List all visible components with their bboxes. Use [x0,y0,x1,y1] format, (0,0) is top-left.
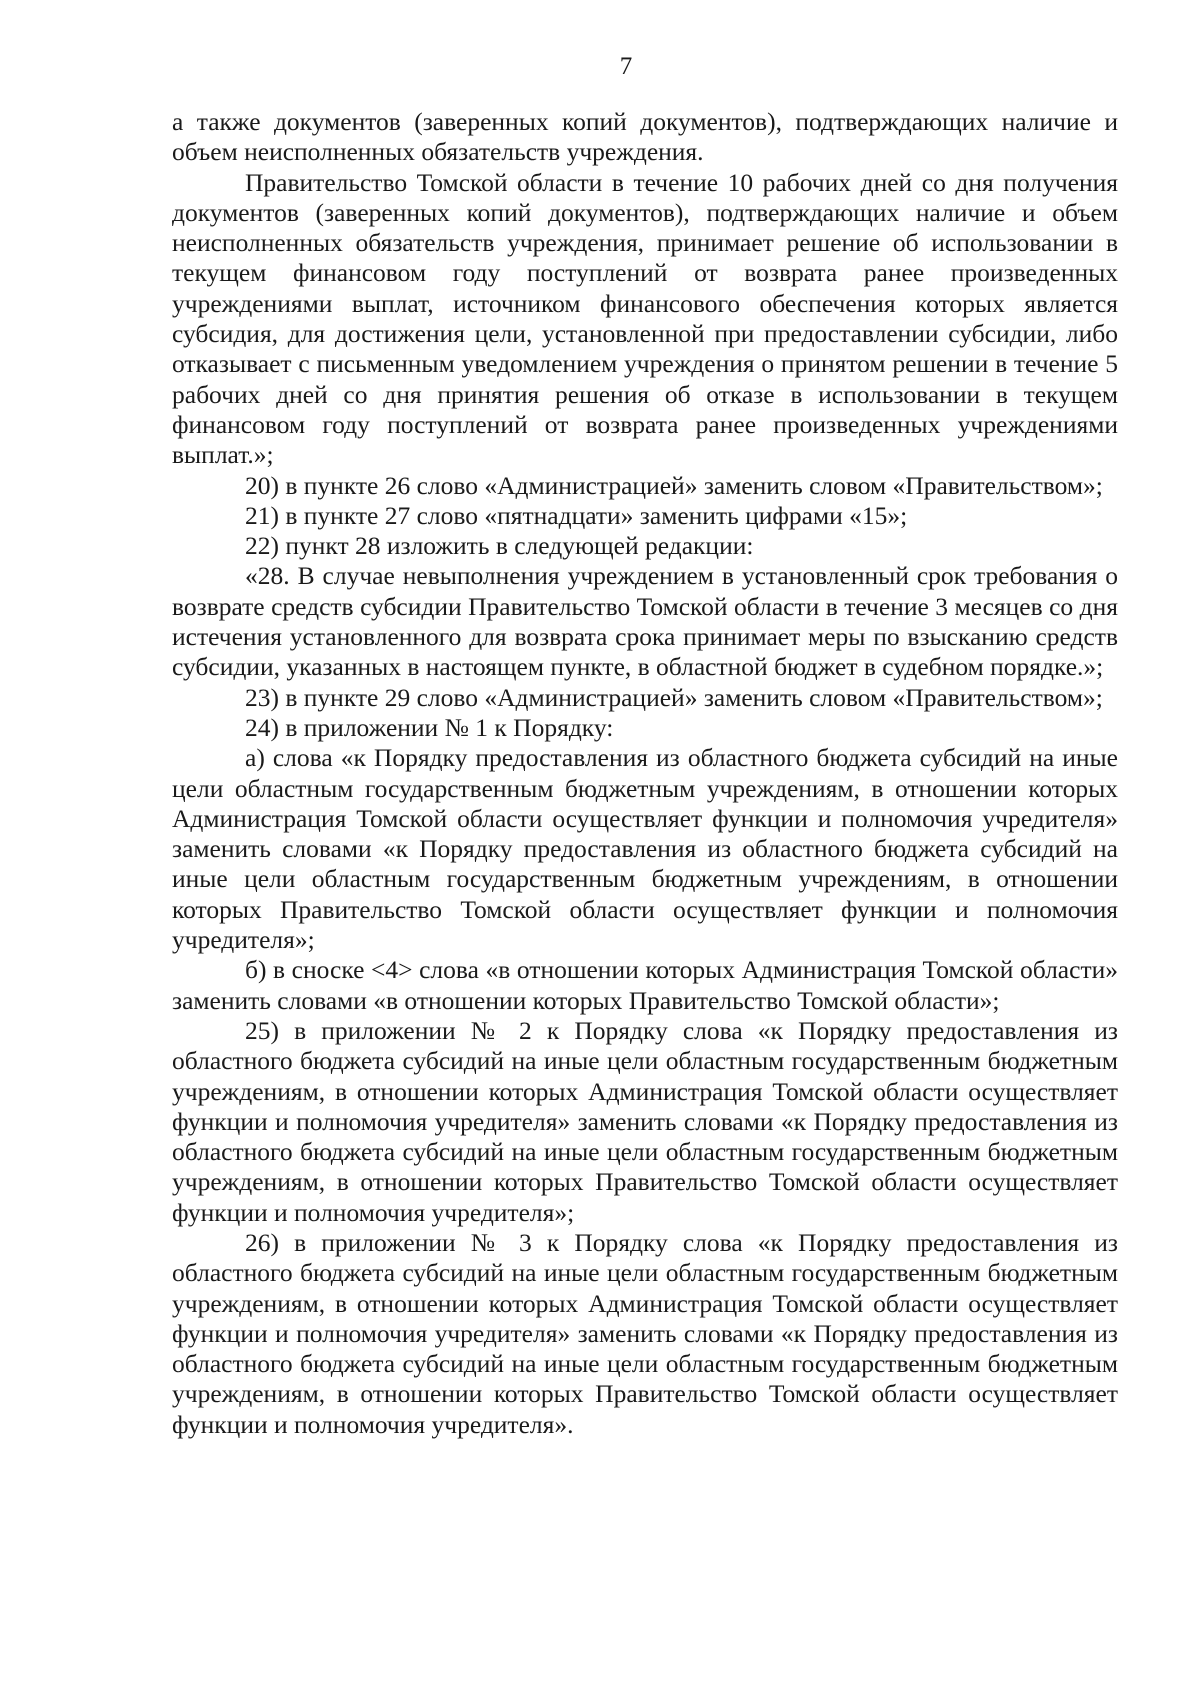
paragraph: 23) в пункте 29 слово «Администрацией» заменить словом «Правительством»; [245,682,1103,712]
paragraph: 26) в приложении № 3 к Порядку слова «к Порядку предоставления из областного бюджета субсидий на иные цели областным государственным бюджетным учреждениям, в отношении которых Администрация Томской области осуществляет функции и полномочия учредителя» заменить словами «к Порядку предоставления из областного бюджета субсидий на иные цели областным государственным бюджетным учреждениям, в отношении которых Правительство Томской области осуществляет функции и полномочия учредителя». [172,1227,1118,1439]
paragraph: 21) в пункте 27 слово «пятнадцати» заменить цифрами «15»; [245,500,908,530]
paragraph: б) в сноске <4> слова «в отношении которых Администрация Томской области» заменить словами «в отношении которых Правительство Томской области»; [172,955,1118,1015]
paragraph: Правительство Томской области в течение 10 рабочих дней со дня получения документов (заверенных копий документов), подтверждающих наличие и объем неисполненных обязательств учреждения, принимает решение об использовании в текущем финансовом году поступлений от возврата ранее произведенных учреждениями выплат, источником финансового обеспечения которых является субсидия, для достижения цели, установленной при предоставлении субсидии, либо отказывает с письменным уведомлением учреждения о принятом решении в течение 5 рабочих дней со дня принятия решения об отказе в использовании в текущем финансовом году поступлений от возврата ранее произведенных учреждениями выплат.»; [172,167,1118,470]
paragraph: 24) в приложении № 1 к Порядку: [245,712,614,742]
paragraph: 22) пункт 28 изложить в следующей редакции: [245,531,754,561]
paragraph: 20) в пункте 26 слово «Администрацией» заменить словом «Правительством»; [245,470,1103,500]
paragraph: а также документов (заверенных копий документов), подтверждающих наличие и объем неисполненных обязательств учреждения. [172,107,1118,167]
page-number: 7 [619,53,633,80]
paragraph: а) слова «к Порядку предоставления из областного бюджета субсидий на иные цели областным государственным бюджетным учреждениям, в отношении которых Администрация Томской области осуществляет функции и полномочия учредителя» заменить словами «к Порядку предоставления из областного бюджета субсидий на иные цели областным государственным бюджетным учреждениям, в отношении которых Правительство Томской области осуществляет функции и полномочия учредителя»; [172,743,1118,955]
paragraph: «28. В случае невыполнения учреждением в установленный срок требования о возврате средств субсидии Правительство Томской области в течение 3 месяцев со дня истечения установленного для возврата срока принимает меры по взысканию средств субсидии, указанных в настоящем пункте, в областной бюджет в судебном порядке.»; [172,561,1118,682]
paragraph: 25) в приложении № 2 к Порядку слова «к Порядку предоставления из областного бюджета субсидий на иные цели областным государственным бюджетным учреждениям, в отношении которых Администрация Томской области осуществляет функции и полномочия учредителя» заменить словами «к Порядку предоставления из областного бюджета субсидий на иные цели областным государственным бюджетным учреждениям, в отношении которых Правительство Томской области осуществляет функции и полномочия учредителя»; [172,1015,1118,1227]
document-body [172,107,1118,1440]
